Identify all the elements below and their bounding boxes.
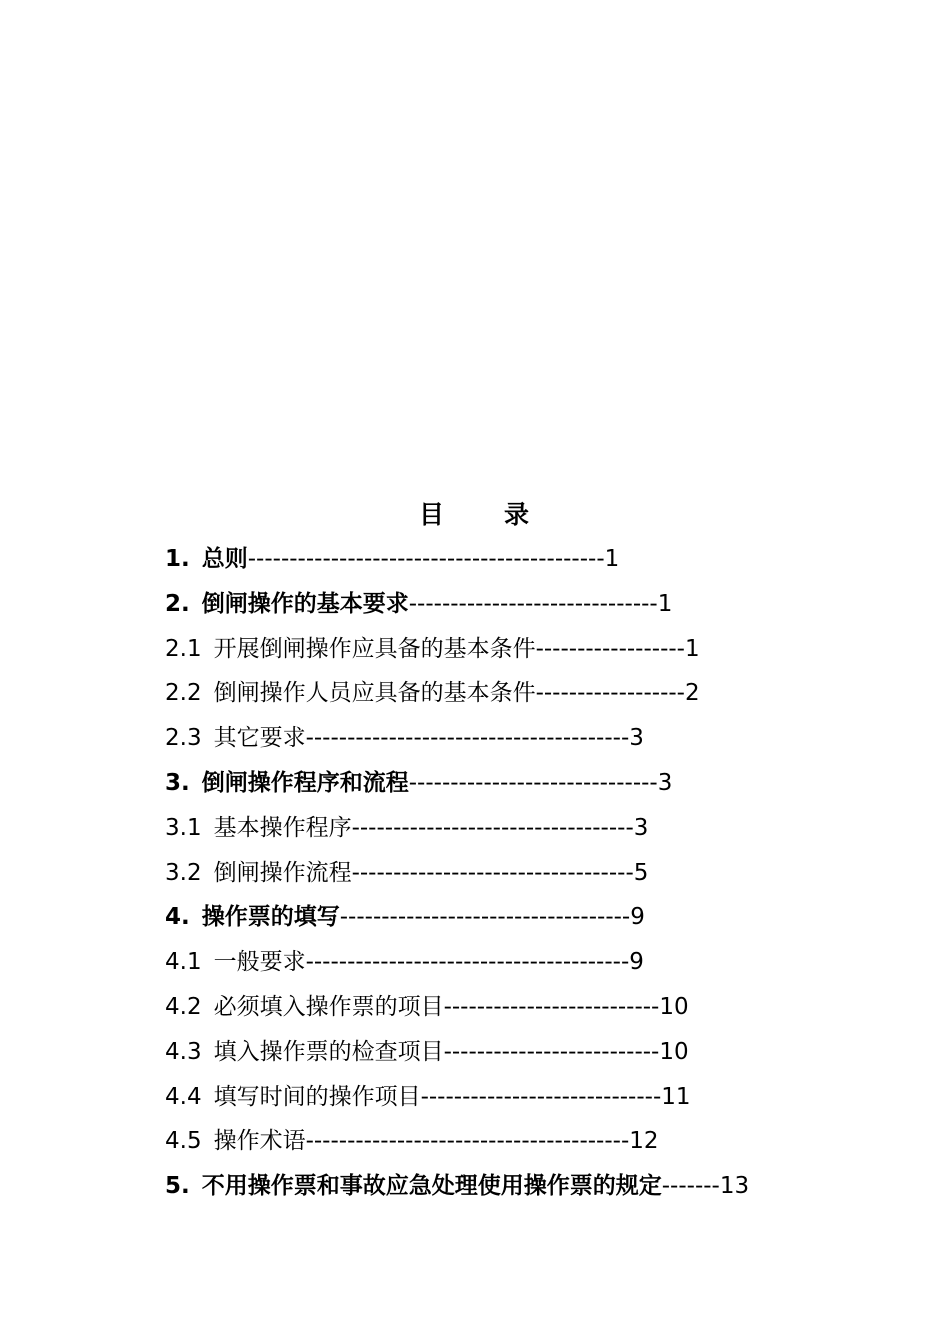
toc-entry[interactable] [165, 1119, 885, 1164]
toc-entry-title: 操作票的填写 [201, 904, 340, 931]
toc-entry-leader: --------------------------------------- [305, 949, 630, 976]
toc-entry-number: 4.1 [165, 949, 202, 976]
table-of-contents [165, 537, 885, 1209]
toc-entry[interactable] [165, 1030, 885, 1075]
toc-entry-number: 1. [165, 546, 190, 572]
toc-entry-page-number: 3 [633, 814, 649, 841]
toc-entry-number: 3.1 [165, 814, 202, 841]
toc-entry-leader: -------------------------- [443, 993, 660, 1020]
toc-entry-page-number: 1 [657, 590, 673, 617]
toc-entry-number: 2.3 [165, 725, 202, 752]
toc-entry[interactable] [165, 1075, 885, 1120]
toc-entry-number: 2.1 [165, 635, 202, 662]
toc-entry-page-number: 11 [661, 1083, 691, 1110]
toc-entry[interactable] [165, 851, 885, 896]
toc-entry-leader: ------------------------------ [408, 590, 658, 617]
toc-entry-leader: ---------------------------------- [351, 859, 634, 886]
toc-entry-number: 4. [165, 904, 190, 931]
toc-entry-title: 操作术语 [213, 1128, 306, 1155]
toc-entry-title: 倒闸操作人员应具备的基本条件 [213, 680, 536, 707]
toc-entry-page-number: 5 [633, 859, 649, 886]
toc-entry-page-number: 2 [684, 680, 700, 707]
toc-entry-leader: ------------------ [535, 680, 685, 707]
toc-entry-leader: -------------------------- [443, 1038, 660, 1065]
toc-entry-title: 其它要求 [213, 725, 306, 752]
toc-entry[interactable] [165, 985, 885, 1030]
toc-entry-number: 4.4 [165, 1083, 202, 1110]
toc-entry-leader: ----------------------------- [420, 1083, 662, 1110]
toc-entry-title: 总则 [201, 546, 248, 572]
toc-entry-title: 不用操作票和事故应急处理使用操作票的规定 [201, 1173, 662, 1200]
toc-entry-page-number: 3 [629, 725, 644, 752]
toc-heading-left: 目 [418, 500, 446, 529]
toc-entry-page-number: 3 [657, 769, 673, 796]
toc-entry[interactable] [165, 1164, 885, 1209]
toc-entry-page-number: 1 [684, 635, 700, 662]
toc-entry-title: 必须填入操作票的项目 [213, 993, 444, 1020]
toc-entry-page-number: 10 [659, 993, 689, 1020]
toc-entry-page-number: 10 [659, 1038, 689, 1065]
toc-entry-leader: ------- [661, 1173, 720, 1200]
toc-entry-title: 一般要求 [213, 949, 306, 976]
toc-entry-number: 4.5 [165, 1128, 202, 1155]
toc-entry-title: 开展倒闸操作应具备的基本条件 [213, 635, 536, 662]
toc-entry-leader: ------------------------------ [408, 769, 658, 796]
toc-entry-title: 填入操作票的检查项目 [213, 1038, 444, 1065]
toc-entry-page-number: 13 [719, 1173, 750, 1200]
toc-entry-number: 4.3 [165, 1038, 202, 1065]
toc-entry-leader: --------------------------------------- [305, 725, 630, 752]
toc-entry-number: 3.2 [165, 859, 202, 886]
toc-entry[interactable] [165, 895, 885, 940]
toc-entry-title: 倒闸操作的基本要求 [201, 590, 409, 617]
toc-entry-number: 2. [165, 590, 190, 617]
toc-entry[interactable] [165, 716, 885, 761]
toc-entry-title: 填写时间的操作项目 [213, 1083, 421, 1110]
toc-entry-page-number: 9 [629, 949, 644, 976]
toc-entry-leader: ------------------ [535, 635, 685, 662]
toc-entry[interactable] [165, 537, 885, 582]
toc-heading [0, 495, 950, 531]
toc-entry-title: 基本操作程序 [213, 814, 352, 841]
toc-entry-number: 2.2 [165, 680, 202, 707]
toc-entry-number: 5. [165, 1173, 190, 1200]
toc-entry[interactable] [165, 806, 885, 851]
toc-entry[interactable] [165, 627, 885, 672]
toc-entry-title: 倒闸操作程序和流程 [201, 769, 409, 796]
toc-entry-leader: --------------------------------------- [305, 1128, 630, 1155]
toc-entry[interactable] [165, 761, 885, 806]
toc-entry-page-number: 1 [604, 546, 620, 572]
toc-entry[interactable] [165, 582, 885, 627]
toc-heading-right: 录 [504, 500, 532, 529]
toc-entry-page-number: 12 [629, 1128, 659, 1155]
toc-entry-number: 4.2 [165, 993, 202, 1020]
toc-entry-leader: ---------------------------------- [351, 814, 634, 841]
toc-entry-page-number: 9 [630, 904, 645, 931]
toc-entry-title: 倒闸操作流程 [213, 859, 352, 886]
toc-entry-number: 3. [165, 769, 190, 796]
toc-entry[interactable] [165, 671, 885, 716]
toc-entry-leader: ------------------------------------------- [247, 546, 605, 572]
toc-entry[interactable] [165, 940, 885, 985]
toc-entry-leader: ----------------------------------- [339, 904, 631, 931]
